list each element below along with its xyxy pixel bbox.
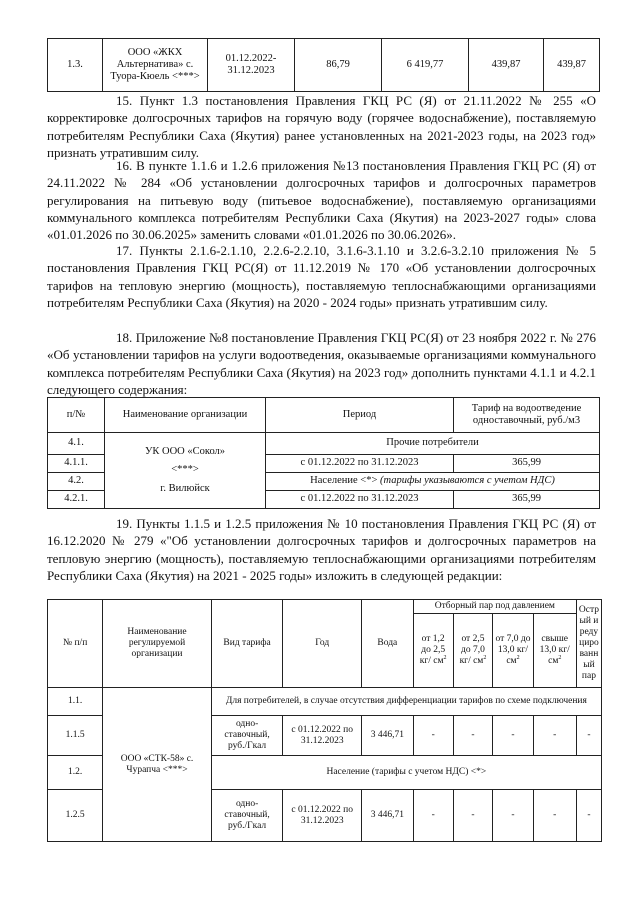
paragraph-18: 18. Приложение №8 постановление Правления ГКЦ РС(Я) от 23 ноября 2022 г. № 276 «Об установлении тарифов на услуги водоотведения, оказываемые организациями коммунального комплекса потребителям Республики Саха (Якутия) на 2023 год» дополнить пунктами 4.1.1 и 4.2.1 следующего содержания:: [47, 330, 596, 397]
tariff-value: 365,99: [454, 455, 600, 473]
col-header-period: Период: [266, 398, 454, 433]
value-4: 439,87: [544, 39, 600, 92]
row-number: 1.3.: [48, 39, 103, 92]
col-header-org: Наименование регулируемой организации: [103, 600, 211, 688]
table-header-row: [48, 398, 600, 433]
row-number: 1.1.5: [48, 716, 103, 756]
tariff-type: одно-ставочный, руб./Гкал: [211, 716, 283, 756]
period: 01.12.2022-31.12.2023: [208, 39, 295, 92]
water-value: 3 446,71: [361, 716, 413, 756]
org-name: УК ООО «Сокол»: [144, 446, 226, 458]
col-header-p1: от 1,2 до 2,5 кг/ $см^2$: [413, 614, 453, 688]
org-name: ООО «ЖКХ Альтернатива» с. Туора-Кюель <***>: [103, 39, 208, 92]
value-cell: -: [533, 716, 576, 756]
value-cell: -: [453, 716, 493, 756]
col-header-steam: Отборный пар под давлением: [413, 600, 576, 614]
value-3: 439,87: [469, 39, 544, 92]
org-name: ООО «СТК-58» с. Чурапча <***>: [103, 688, 211, 842]
heat-tariff-table: [47, 599, 602, 842]
year-cell: с 01.12.2022 по 31.12.2023: [283, 790, 361, 842]
col-header-water: Вода: [361, 600, 413, 688]
category-cell: Для потребителей, в случае отсутствия дифференциации тарифов по схеме подключения: [211, 688, 601, 716]
top-table: [47, 38, 600, 92]
row-number: 1.1.: [48, 688, 103, 716]
row-number: 4.2.: [48, 473, 105, 491]
value-cell: -: [576, 716, 601, 756]
wastewater-table: [47, 397, 600, 509]
col-header-type: Вид тарифа: [211, 600, 283, 688]
org-cell: [105, 433, 266, 509]
col-header-p2: от 2,5 до 7,0 кг/ $см^2$: [453, 614, 493, 688]
water-value: 3 446,71: [361, 790, 413, 842]
table-header-row: [48, 600, 602, 614]
category-cell: [266, 473, 600, 491]
period-cell: с 01.12.2022 по 31.12.2023: [266, 491, 454, 509]
row-number: 4.1.: [48, 433, 105, 455]
row-number: 4.2.1.: [48, 491, 105, 509]
period-cell: с 01.12.2022 по 31.12.2023: [266, 455, 454, 473]
col-header-p3: от 7,0 до 13,0 кг/ $см^2$: [493, 614, 533, 688]
paragraph-15: 15. Пункт 1.3 постановления Правления ГКЦ РС (Я) от 21.11.2022 № 255 «О корректировке долгосрочных тарифов на горячую воду (горячее водоснабжение), поставляемую потребителям Республики Саха (Якутия) ранее установленных на 2021-2023 годы, на 2023 год» признать утратившим силу.: [47, 93, 596, 160]
col-header-num: п/№: [48, 398, 105, 433]
col-header-tariff: Тариф на водоотведение одноставочный, руб./м3: [454, 398, 600, 433]
org-mark: <***>: [171, 464, 199, 476]
paragraph-16: 16. В пункте 1.1.6 и 1.2.6 приложения №13 постановления Правления ГКЦ РС (Я) от 24.11.2022 № 284 «Об установлении долгосрочных тарифов и долгосрочных параметров регулирования на питьевую воду (питьевое водоснабжение), поставляемую организациями коммунального комплекса потребителям Республики Саха (Якутия) на 2023-2027 годы» слова «01.01.2026 по 30.06.2025» заменить словами «01.01.2026 по 30.06.2026».: [47, 158, 596, 243]
value-cell: -: [576, 790, 601, 842]
table-row: [48, 39, 600, 92]
paragraph-19: 19. Пункты 1.1.5 и 1.2.5 приложения № 10 постановления Правления ГКЦ РС (Я) от 16.12.2020 № 279 «"Об установлении долгосрочных тарифов и долгосрочных параметров на тепловую энергию (мощность), поставляемую теплоснабжающими организациями потребителям Республики Саха (Якутия) на 2021 - 2025 годы» изложить в следующей редакции:: [47, 516, 596, 583]
category-cell: Население (тарифы с учетом НДС) <*>: [211, 756, 601, 790]
row-number: 1.2.: [48, 756, 103, 790]
category-text: Население <*>: [310, 475, 381, 487]
col-header-year: Год: [283, 600, 361, 688]
table-row: [48, 433, 600, 455]
value-cell: -: [533, 790, 576, 842]
col-header-sharp-steam: Остр ый и реду циро ванн ый пар: [576, 600, 601, 688]
value-cell: -: [413, 790, 453, 842]
col-header-org: Наименование организации: [105, 398, 266, 433]
table-row: [48, 688, 602, 716]
tariff-value: 365,99: [454, 491, 600, 509]
row-number: 1.2.5: [48, 790, 103, 842]
value-cell: -: [493, 790, 533, 842]
row-number: 4.1.1.: [48, 455, 105, 473]
value-cell: -: [493, 716, 533, 756]
value-cell: -: [453, 790, 493, 842]
year-cell: с 01.12.2022 по 31.12.2023: [283, 716, 361, 756]
col-header-p4: свыше 13,0 кг/ $см^2$: [533, 614, 576, 688]
tariff-type: одно-ставочный, руб./Гкал: [211, 790, 283, 842]
category-cell: Прочие потребители: [266, 433, 600, 455]
category-note: (тарифы указываются с учетом НДС): [380, 475, 555, 487]
paragraph-17: 17. Пункты 2.1.6-2.1.10, 2.2.6-2.2.10, 3.1.6-3.1.10 и 3.2.6-3.2.10 приложения № 5 постановления Правления ГКЦ РС(Я) от 11.12.2019 № 170 «Об установлении долгосрочных тарифов на тепловую энергию (мощность), поставляемую теплоснабжающими организациями потребителям Республики Саха (Якутия) на 2020 - 2024 годы» признать утратившим силу.: [47, 243, 596, 310]
value-2: 6 419,77: [382, 39, 469, 92]
value-1: 86,79: [295, 39, 382, 92]
org-city: г. Вилюйск: [160, 482, 210, 494]
col-header-num: № п/п: [48, 600, 103, 688]
value-cell: -: [413, 716, 453, 756]
